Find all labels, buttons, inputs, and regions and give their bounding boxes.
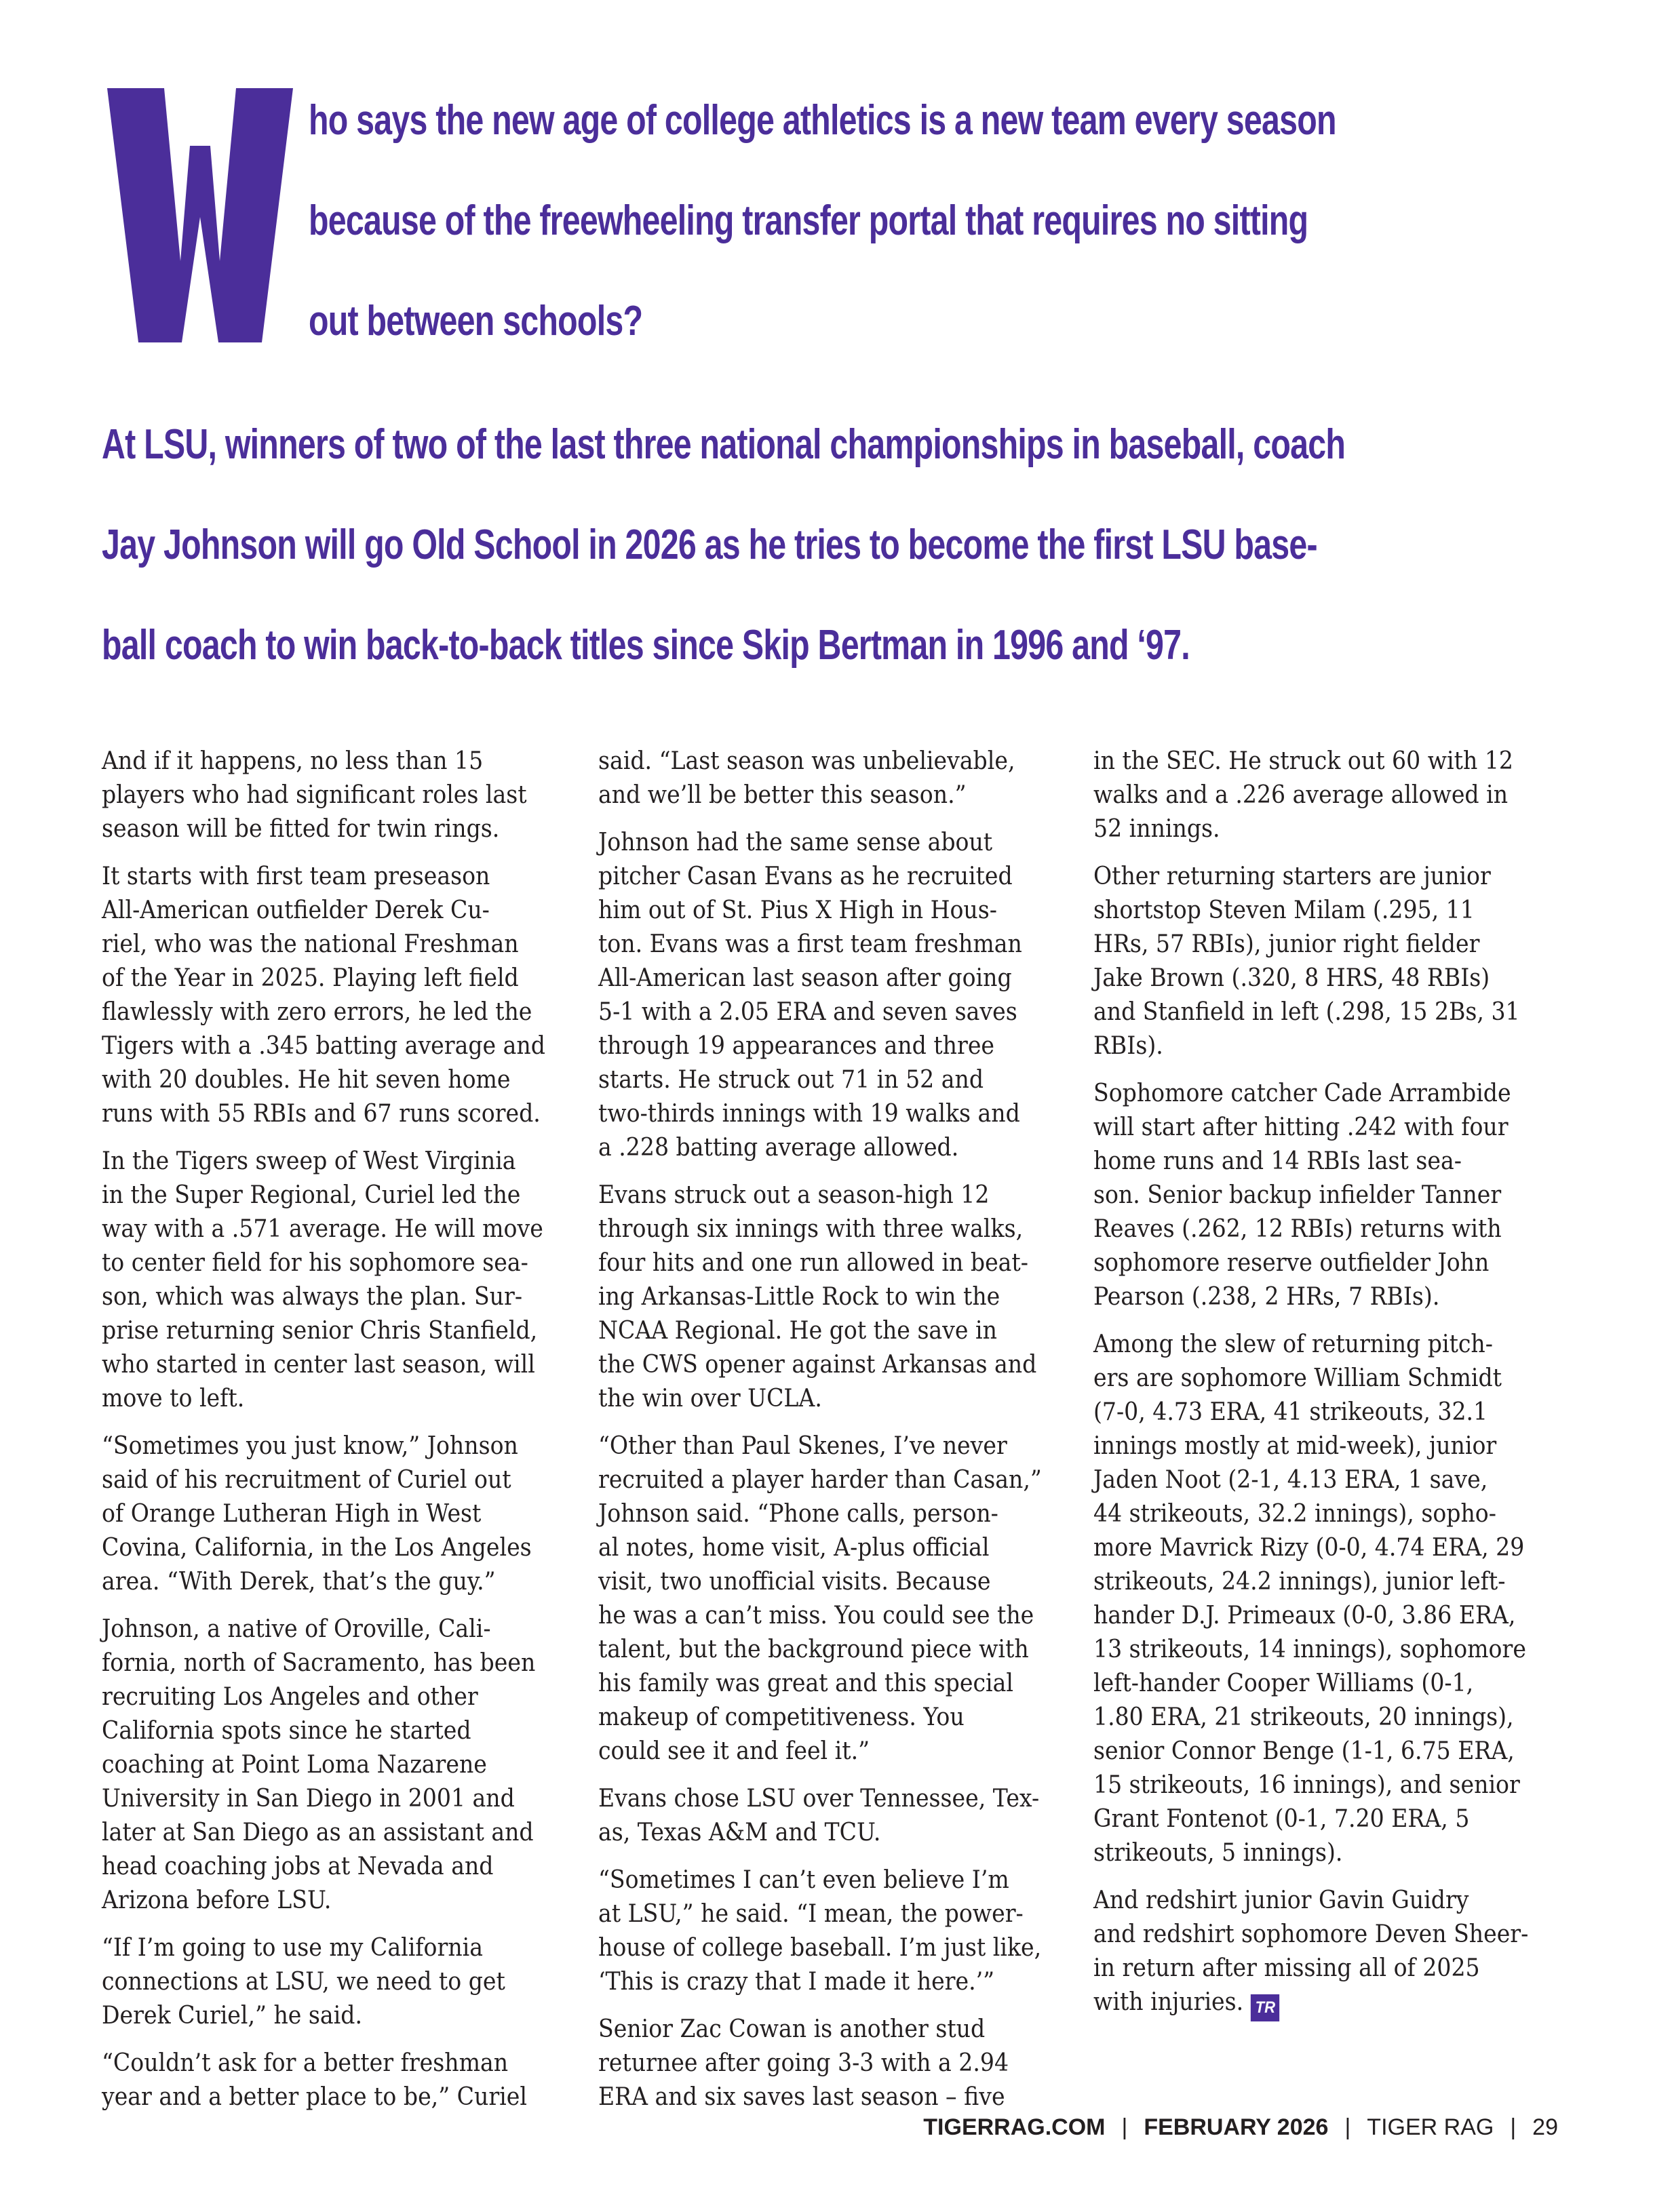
line-text: said of his recruitment of Curiel out [102,1466,511,1494]
paragraph-line [1093,1565,1530,1599]
line-text: son, which was always the plan. Sur- [102,1283,523,1311]
line-text: 5-1 with a 2.05 ERA and seven saves [598,998,1017,1026]
paragraph-line [102,1463,539,1497]
paragraph-line [1093,1952,1530,1986]
line-text: riel, who was the national Freshman [102,930,519,958]
line-text: fornia, north of Sacramento, has been [102,1649,536,1677]
paragraph-line [1093,1396,1530,1429]
paragraph-line [102,1884,539,1918]
paragraph-line [1093,1463,1530,1497]
paragraph-line [102,1680,539,1714]
paragraph-line [598,1382,1035,1416]
line-text: All-American outfielder Derek Cu- [102,896,490,924]
line-text: ‘This is crazy that I made it here.’” [598,1968,995,1996]
line-text: recruited a player harder than Casan,” [598,1466,1042,1494]
line-text: later at San Diego as an assistant and [102,1819,534,1846]
line-text: And redshirt junior Gavin Guidry [1093,1887,1469,1914]
line-text: Tigers with a .345 batting average and [102,1032,545,1060]
paragraph-line [598,1931,1042,1965]
paragraph-line [1093,812,1530,846]
line-text: at LSU,” he said. “I mean, the power- [598,1900,1024,1928]
paragraph-line [1093,1802,1530,1836]
line-text: makeup of competitiveness. You [598,1703,965,1731]
line-text: more Mavrick Rizy (0-0, 4.74 ERA, 29 [1093,1534,1525,1562]
paragraph-gap [598,1416,1073,1429]
line-text: RBIs). [1093,1032,1163,1060]
line-text: him out of St. Pius X High in Hous- [598,896,997,924]
paragraph-line [598,1212,1035,1246]
paragraph-line [1093,1884,1530,1918]
paragraph-line [102,1212,543,1246]
line-text: 13 strikeouts, 14 innings), sophomore [1093,1636,1526,1663]
line-text: the CWS opener against Arkansas and [598,1351,1037,1379]
paragraph-line [1093,894,1530,928]
paragraph-line [102,1063,539,1097]
line-text: Johnson said. “Phone calls, person- [598,1500,998,1528]
paragraph-line [598,2013,1035,2047]
footer-issue: FEBRUARY 2026 [1144,2114,1329,2140]
tiger-rag-end-mark: TR [1251,1994,1279,2021]
article-column-3 [1093,745,1568,2019]
paragraph-line [1093,1077,1530,1111]
line-text: said. “Last season was unbelievable, [598,747,1015,775]
line-text: talent, but the background piece with [598,1636,1029,1663]
paragraph-gap [598,812,1073,826]
paragraph-line [1093,1986,1530,2019]
line-text: in the SEC. He struck out 60 with 12 [1093,747,1513,775]
paragraph-line [102,812,539,846]
paragraph-line [1093,1497,1530,1531]
line-text: “If I’m going to use my California [102,1934,483,1962]
subheadline-line-1: At LSU, winners of two of the last three national championships in baseball, coach [102,421,1346,468]
line-text: and redshirt sophomore Deven Sheer- [1093,1920,1529,1948]
paragraph-line [598,1429,1035,1463]
paragraph-line [598,1735,1035,1769]
paragraph-line [1093,1836,1530,1870]
footer-publication: TIGER RAG [1367,2114,1494,2140]
paragraph-line [598,1497,1035,1531]
line-text: home runs and 14 RBIs last sea- [1093,1147,1462,1175]
paragraph-line [102,1782,539,1816]
paragraph-line [598,745,1035,778]
line-text: California spots since he started [102,1717,471,1745]
paragraph-line [102,1246,539,1280]
line-text: Derek Curiel,” he said. [102,2002,362,2030]
paragraph-line [598,1633,1035,1667]
paragraph-line [102,1280,539,1314]
line-text: ton. Evans was a first team freshman [598,930,1022,958]
paragraph-line [1093,1111,1530,1145]
paragraph-line [102,1646,539,1680]
paragraph-line [102,2080,539,2114]
line-text: of Orange Lutheran High in West [102,1500,482,1528]
line-text: 1.80 ERA, 21 strikeouts, 20 innings), [1093,1703,1514,1731]
paragraph-gap [598,1999,1073,2013]
paragraph-line [1093,860,1530,894]
line-text: four hits and one run allowed in beat- [598,1249,1028,1277]
paragraph-gap [1093,846,1568,860]
paragraph-line [598,2047,1035,2080]
line-text: strikeouts, 5 innings). [1093,1839,1343,1867]
line-text: ers are sophomore William Schmidt [1093,1364,1502,1392]
paragraph-line [1093,1179,1530,1212]
line-text: hander D.J. Primeaux (0-0, 3.86 ERA, [1093,1602,1516,1630]
line-text: 44 strikeouts, 32.2 innings), sopho- [1093,1500,1496,1528]
paragraph-line [598,962,1035,995]
paragraph-line [102,778,539,812]
paragraph-line [1093,1145,1530,1179]
paragraph-line [598,1131,1035,1165]
paragraph-line [1093,995,1530,1029]
paragraph-line [1093,1029,1530,1063]
paragraph-line [102,1531,539,1565]
line-text: could see it and feel it.” [598,1737,870,1765]
intro-line-1: ho says the new age of college athletics is a new team every season [309,97,1336,144]
line-text: University in San Diego in 2001 and [102,1785,515,1813]
drop-cap-w [102,81,298,353]
paragraph-line [598,1280,1035,1314]
paragraph-line [598,1246,1035,1280]
line-text: returnee after going 3-3 with a 2.94 [598,2049,1009,2077]
paragraph-line [1093,1531,1530,1565]
line-text: prise returning senior Chris Stanfield, [102,1317,538,1345]
paragraph-line [598,1029,1035,1063]
paragraph-gap [598,1165,1073,1179]
line-text: through six innings with three walks, [598,1215,1024,1243]
line-text: and we’ll be better this season.” [598,781,967,809]
line-text: Evans chose LSU over Tennessee, Tex- [598,1785,1040,1813]
paragraph-gap [102,1918,577,1931]
paragraph-line [1093,1701,1530,1735]
line-text: left-hander Cooper Williams (0-1, [1093,1670,1474,1697]
paragraph-line [1093,1246,1530,1280]
intro-line-2: because of the freewheeling transfer portal that requires no sitting [309,197,1308,244]
line-text: NCAA Regional. He got the save in [598,1317,997,1345]
paragraph-line [102,1314,539,1348]
line-text: strikeouts, 24.2 innings), junior left- [1093,1568,1506,1596]
line-text: “Couldn’t ask for a better freshman [102,2049,509,2077]
paragraph-line [102,1179,539,1212]
line-text: Evans struck out a season-high 12 [598,1181,990,1209]
line-text: in the Super Regional, Curiel led the [102,1181,521,1209]
line-text: the win over UCLA. [598,1385,822,1413]
footer-site: TIGERRAG.COM [923,2114,1106,2140]
paragraph-line [102,1850,539,1884]
line-text: son. Senior backup infielder Tanner [1093,1181,1502,1209]
line-text: starts. He struck out 71 in 52 and [598,1066,984,1094]
paragraph-line [102,894,539,928]
line-text: two-thirds innings with 19 walks and [598,1100,1020,1128]
paragraph-line [598,1314,1035,1348]
paragraph-line [598,1463,1042,1497]
line-text: Johnson had the same sense about [598,829,993,856]
paragraph-line [1093,745,1530,778]
line-text: ing Arkansas-Little Rock to win the [598,1283,1000,1311]
intro-line-3: out between schools? [309,298,643,344]
paragraph-line [1093,778,1530,812]
paragraph-line [1093,1918,1530,1952]
line-text: area. “With Derek, that’s the guy.” [102,1568,496,1596]
paragraph-line [598,1599,1035,1633]
line-text: year and a better place to be,” Curiel [102,2083,527,2111]
paragraph-line [102,1999,539,2033]
line-text: Arizona before LSU. [102,1887,332,1914]
paragraph-line [598,2080,1035,2114]
line-text: All-American last season after going [598,964,1012,992]
line-text: in return after missing all of 2025 [1093,1954,1480,1982]
paragraph-line [102,1029,545,1063]
line-text: walks and a .226 average allowed in [1093,781,1509,809]
subheadline-line-3: ball coach to win back-to-back titles since Skip Bertman in 1996 and ‘97. [102,622,1190,669]
paragraph-line [1093,1328,1530,1362]
paragraph-gap [102,2033,577,2047]
line-text: innings mostly at mid-week), junior [1093,1432,1497,1460]
paragraph-line [102,860,539,894]
paragraph-gap [102,846,577,860]
paragraph-line [102,1965,539,1999]
line-text: with injuries. [1093,1988,1244,2016]
paragraph-line [1093,1362,1530,1396]
line-text: Jake Brown (.320, 8 HRS, 48 RBIs) [1093,964,1490,992]
footer-page-number: 29 [1532,2114,1558,2140]
line-text: his family was great and this special [598,1670,1013,1697]
line-text: Other returning starters are junior [1093,863,1491,890]
paragraph-line [598,826,1035,860]
paragraph-line [598,894,1035,928]
line-text: HRs, 57 RBIs), junior right fielder [1093,930,1480,958]
paragraph-line [102,745,539,778]
paragraph-line [598,1816,1035,1850]
paragraph-line [102,1097,539,1131]
paragraph-line [598,1667,1035,1701]
line-text: Sophomore catcher Cade Arrambide [1093,1080,1511,1107]
line-text: recruiting Los Angeles and other [102,1683,478,1711]
line-text: Covina, California, in the Los Angeles [102,1534,532,1562]
line-text: (7-0, 4.73 ERA, 41 strikeouts, 32.1 [1093,1398,1488,1426]
line-text: players who had significant roles last [102,781,527,809]
line-text: flawlessly with zero errors, he led the [102,998,532,1026]
paragraph-line [102,2047,539,2080]
paragraph-line [1093,1633,1530,1667]
footer-separator: | [1344,2114,1351,2140]
paragraph-line [598,995,1035,1029]
paragraph-line [1093,962,1530,995]
line-text: move to left. [102,1385,245,1413]
line-text: It starts with first team preseason [102,863,490,890]
article-column-2 [598,745,1073,2114]
line-text: a .228 batting average allowed. [598,1134,959,1162]
paragraph-line [102,928,539,962]
paragraph-line [102,1748,539,1782]
paragraph-line [102,1613,539,1646]
line-text: to center field for his sophomore sea- [102,1249,528,1277]
line-text: “Other than Paul Skenes, I’ve never [598,1432,1007,1460]
paragraph-line [102,962,539,995]
line-text: 15 strikeouts, 16 innings), and senior [1093,1771,1520,1799]
paragraph-line [598,1097,1035,1131]
paragraph-line [598,1348,1035,1382]
paragraph-line [598,1531,1035,1565]
paragraph-gap [598,1769,1073,1782]
paragraph-line [1093,928,1530,962]
paragraph-line [102,1714,539,1748]
page-footer [923,2114,1558,2141]
line-text: coaching at Point Loma Nazarene [102,1751,487,1779]
line-text: Senior Zac Cowan is another stud [598,2015,986,2043]
line-text: pitcher Casan Evans as he recruited [598,863,1013,890]
paragraph-line [102,1429,539,1463]
line-text: Johnson, a native of Oroville, Cali- [102,1615,491,1643]
subheadline-line-2: Jay Johnson will go Old School in 2026 as he tries to become the first LSU base- [102,521,1317,568]
line-text: “Sometimes you just know,” Johnson [102,1432,518,1460]
paragraph-line [1093,1599,1530,1633]
line-text: ERA and six saves last season – five [598,2083,1005,2111]
paragraph-line [598,1897,1035,1931]
line-text: “Sometimes I can’t even believe I’m [598,1866,1009,1894]
footer-separator: | [1121,2114,1128,2140]
footer-separator: | [1510,2114,1517,2140]
line-text: and Stanfield in left (.298, 15 2Bs, 31 [1093,998,1520,1026]
paragraph-gap [598,1850,1073,1863]
paragraph-gap [102,1599,577,1613]
paragraph-gap [102,1416,577,1429]
paragraph-gap [1093,1314,1568,1328]
line-text: In the Tigers sweep of West Virginia [102,1147,516,1175]
paragraph-gap [1093,1870,1568,1884]
line-text: And if it happens, no less than 15 [102,747,484,775]
paragraph-line [598,1179,1035,1212]
paragraph-line [1093,1735,1530,1769]
line-text: shortstop Steven Milam (.295, 11 [1093,896,1475,924]
paragraph-line [1093,1280,1530,1314]
paragraph-line [102,1497,539,1531]
line-text: sophomore reserve outfielder John [1093,1249,1490,1277]
line-text: will start after hitting .242 with four [1093,1113,1509,1141]
line-text: he was a can’t miss. You could see the [598,1602,1034,1630]
paragraph-line [598,778,1035,812]
line-text: Among the slew of returning pitch- [1093,1330,1493,1358]
paragraph-line [1093,1769,1530,1802]
paragraph-line [598,860,1035,894]
line-text: way with a .571 average. He will move [102,1215,543,1243]
line-text: of the Year in 2025. Playing left field [102,964,519,992]
paragraph-line [1093,1667,1530,1701]
line-text: Pearson (.238, 2 HRs, 7 RBIs). [1093,1283,1440,1311]
line-text: Jaden Noot (2-1, 4.13 ERA, 1 save, [1093,1466,1488,1494]
line-text: Grant Fontenot (0-1, 7.20 ERA, 5 [1093,1805,1470,1833]
paragraph-line [102,1931,539,1965]
paragraph-gap [1093,1063,1568,1077]
paragraph-line [102,1816,539,1850]
line-text: head coaching jobs at Nevada and [102,1853,494,1880]
paragraph-line [102,1565,539,1599]
line-text: al notes, home visit, A-plus official [598,1534,990,1562]
line-text: connections at LSU, we need to get [102,1968,505,1996]
paragraph-line [102,1145,539,1179]
paragraph-line [1093,1429,1530,1463]
line-text: season will be fitted for twin rings. [102,815,500,843]
paragraph-line [598,1063,1035,1097]
line-text: as, Texas A&M and TCU. [598,1819,881,1846]
paragraph-line [598,928,1035,962]
line-text: through 19 appearances and three [598,1032,995,1060]
paragraph-line [598,1782,1040,1816]
line-text: house of college baseball. I’m just like, [598,1934,1042,1962]
line-text: Reaves (.262, 12 RBIs) returns with [1093,1215,1502,1243]
line-text: senior Connor Benge (1-1, 6.75 ERA, [1093,1737,1515,1765]
line-text: who started in center last season, will [102,1351,535,1379]
paragraph-line [102,1382,539,1416]
paragraph-line [598,1965,1035,1999]
line-text: with 20 doubles. He hit seven home [102,1066,511,1094]
paragraph-line [598,1701,1035,1735]
line-text: 52 innings. [1093,815,1220,843]
line-text: visit, two unofficial visits. Because [598,1568,991,1596]
paragraph-line [102,995,539,1029]
article-column-1 [102,745,577,2114]
paragraph-line [598,1863,1035,1897]
paragraph-line [598,1565,1035,1599]
paragraph-gap [102,1131,577,1145]
paragraph-line [1093,1212,1530,1246]
paragraph-line [102,1348,539,1382]
line-text: runs with 55 RBIs and 67 runs scored. [102,1100,541,1128]
